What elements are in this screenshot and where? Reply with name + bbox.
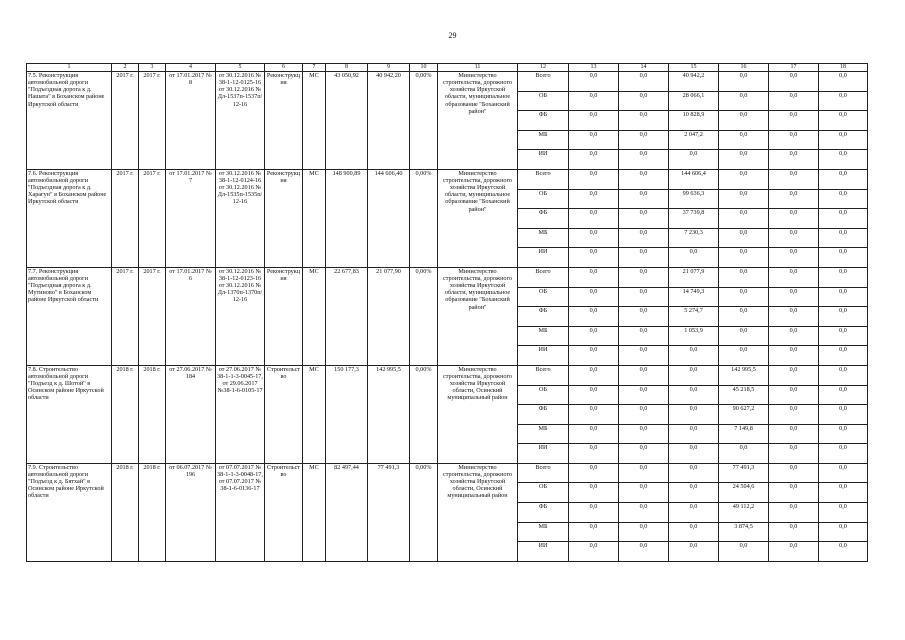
amount-cell: 0,0	[619, 542, 669, 562]
amount-cell: 0,0	[769, 91, 819, 111]
project-name: 7.5. Реконструкция автомобильной дороги "Подъездная дорога к д. Нашата" в Боханском районе Иркутской области	[27, 72, 112, 170]
funding-source: МБ	[518, 522, 569, 542]
amount-cell: 0,0	[769, 424, 819, 444]
amount-cell: 0,0	[619, 267, 669, 287]
amount-cell: 0,0	[569, 72, 619, 92]
column-number-row	[27, 64, 868, 72]
readiness-percent: 0,00%	[410, 365, 438, 463]
year-start: 2018 г.	[112, 365, 139, 463]
agreement: от 17.01.2017 № 8	[166, 72, 216, 170]
amount-cell: 0,0	[819, 542, 868, 562]
executor: Министерство строительства, дорожного хозяйства Иркутской области, муниципальное образование "Боханский район"	[438, 72, 518, 170]
amount-cell: 0,0	[619, 248, 669, 268]
limit-cost: 21 077,90	[368, 267, 410, 365]
column-number: 12	[518, 64, 569, 72]
column-number: 13	[569, 64, 619, 72]
readiness-percent: 0,00%	[410, 72, 438, 170]
funding-source: МБ	[518, 130, 569, 150]
amount-cell: 0,0	[569, 111, 619, 131]
amount-cell: 0,0	[819, 228, 868, 248]
funding-source: ФБ	[518, 111, 569, 131]
readiness-percent: 0,00%	[410, 463, 438, 561]
amount-cell: 0,0	[719, 169, 769, 189]
project-name: 7.9. Строительство автомобильной дороги "Подъезд к д. Бятхай" в Осинском районе Иркутской области	[27, 463, 112, 561]
expertise: от 27.06.2017 № 38-1-1-3-0045-17, от 29.06.2017 №38-1-6-0105-17	[216, 365, 265, 463]
amount-cell: 0,0	[769, 169, 819, 189]
column-number: 8	[326, 64, 368, 72]
amount-cell: 40 942,2	[669, 72, 719, 92]
amount-cell: 0,0	[619, 346, 669, 366]
page-number: 29	[448, 31, 457, 40]
funding-source: Всего	[518, 463, 569, 483]
amount-cell: 0,0	[819, 385, 868, 405]
amount-cell: 0,0	[569, 228, 619, 248]
amount-cell: 0,0	[719, 111, 769, 131]
amount-cell: 0,0	[619, 130, 669, 150]
amount-cell: 0,0	[819, 189, 868, 209]
funding-source: ОБ	[518, 91, 569, 111]
amount-cell: 0,0	[669, 248, 719, 268]
amount-cell: 0,0	[819, 209, 868, 229]
funding-source: ФБ	[518, 307, 569, 327]
amount-cell: 0,0	[569, 307, 619, 327]
amount-cell: 7 230,3	[669, 228, 719, 248]
amount-cell: 0,0	[719, 346, 769, 366]
expertise: от 30.12.2016 № 38-1-12-0125-16 от 30.12.2016 № Дл-1537п-1537п/12-16	[216, 72, 265, 170]
amount-cell: 0,0	[719, 189, 769, 209]
amount-cell: 0,0	[719, 150, 769, 170]
amount-cell: 0,0	[769, 111, 819, 131]
amount-cell: 0,0	[569, 542, 619, 562]
funding-source: Всего	[518, 72, 569, 92]
amount-cell: 0,0	[569, 169, 619, 189]
funding-source: Всего	[518, 169, 569, 189]
funding-source: ИИ	[518, 346, 569, 366]
amount-cell: 0,0	[769, 307, 819, 327]
limit-cost: 142 995,5	[368, 365, 410, 463]
column-number: 15	[669, 64, 719, 72]
amount-cell: 0,0	[819, 463, 868, 483]
expertise: от 30.12.2016 № 38-1-12-0124-16 от 30.12.2016 № Дл-1535п-1535п/12-16	[216, 169, 265, 267]
funding-source: ОБ	[518, 189, 569, 209]
amount-cell: 0,0	[619, 483, 669, 503]
funding-source: ИИ	[518, 248, 569, 268]
amount-cell: 0,0	[819, 111, 868, 131]
amount-cell: 0,0	[619, 326, 669, 346]
amount-cell: 0,0	[819, 346, 868, 366]
amount-cell: 0,0	[719, 91, 769, 111]
funding-source: Всего	[518, 267, 569, 287]
amount-cell: 0,0	[769, 326, 819, 346]
amount-cell: 0,0	[619, 287, 669, 307]
amount-cell: 0,0	[669, 542, 719, 562]
amount-cell: 0,0	[569, 209, 619, 229]
work-type: Реконструкция	[265, 169, 303, 267]
year-start: 2017 г.	[112, 72, 139, 170]
amount-cell: 0,0	[569, 267, 619, 287]
amount-cell: 0,0	[819, 424, 868, 444]
amount-cell: 3 874,5	[719, 522, 769, 542]
year-start: 2018 г.	[112, 463, 139, 561]
work-type: Реконструкция	[265, 267, 303, 365]
column-number: 10	[410, 64, 438, 72]
amount-cell: 0,0	[619, 72, 669, 92]
amount-cell: 0,0	[569, 189, 619, 209]
amount-cell: 0,0	[569, 287, 619, 307]
funding-source: ФБ	[518, 503, 569, 523]
customer: МС	[303, 169, 326, 267]
column-number: 7	[303, 64, 326, 72]
amount-cell: 0,0	[569, 365, 619, 385]
amount-cell: 0,0	[669, 346, 719, 366]
amount-cell: 0,0	[669, 503, 719, 523]
amount-cell: 0,0	[619, 522, 669, 542]
amount-cell: 0,0	[669, 522, 719, 542]
amount-cell: 0,0	[669, 365, 719, 385]
amount-cell: 0,0	[719, 267, 769, 287]
amount-cell: 0,0	[819, 365, 868, 385]
project-name: 7.6. Реконструкция автомобильной дороги "Подъездная дорога к д. Харагун" в Боханском районе Иркутской области	[27, 169, 112, 267]
amount-cell: 0,0	[669, 424, 719, 444]
amount-cell: 0,0	[819, 522, 868, 542]
amount-cell: 77 491,3	[719, 463, 769, 483]
year-end: 2017 г.	[139, 169, 166, 267]
table-row	[27, 365, 868, 385]
executor: Министерство строительства, дорожного хозяйства Иркутской области, Осинский муниципальный район	[438, 365, 518, 463]
amount-cell: 0,0	[719, 72, 769, 92]
table-row	[27, 267, 868, 287]
amount-cell: 0,0	[769, 503, 819, 523]
amount-cell: 0,0	[619, 169, 669, 189]
amount-cell: 0,0	[569, 130, 619, 150]
table-row	[27, 463, 868, 483]
amount-cell: 49 112,2	[719, 503, 769, 523]
amount-cell: 0,0	[619, 91, 669, 111]
table-row	[27, 72, 868, 92]
amount-cell: 0,0	[769, 130, 819, 150]
amount-cell: 37 739,8	[669, 209, 719, 229]
year-end: 2017 г.	[139, 267, 166, 365]
limit-cost: 40 942,20	[368, 72, 410, 170]
amount-cell: 0,0	[769, 189, 819, 209]
amount-cell: 0,0	[719, 444, 769, 464]
funding-source: ФБ	[518, 209, 569, 229]
amount-cell: 0,0	[769, 150, 819, 170]
amount-cell: 0,0	[819, 287, 868, 307]
project-name: 7.8. Строительство автомобильной дороги "Подъезд к д. Шотой" в Осинском районе Иркутской области	[27, 365, 112, 463]
amount-cell: 0,0	[569, 150, 619, 170]
amount-cell: 21 077,9	[669, 267, 719, 287]
column-number: 1	[27, 64, 112, 72]
amount-cell: 0,0	[769, 267, 819, 287]
amount-cell: 0,0	[819, 150, 868, 170]
amount-cell: 0,0	[619, 424, 669, 444]
executor: Министерство строительства, дорожного хозяйства Иркутской области, Осинский муниципальный район	[438, 463, 518, 561]
amount-cell: 0,0	[569, 522, 619, 542]
expertise: от 30.12.2016 № 38-1-12-0123-16 от 30.12.2016 № Дл-1370п-1370п/12-16	[216, 267, 265, 365]
amount-cell: 0,0	[769, 444, 819, 464]
amount-cell: 5 274,7	[669, 307, 719, 327]
amount-cell: 0,0	[819, 72, 868, 92]
estimated-cost: 150 177,3	[326, 365, 368, 463]
amount-cell: 99 636,3	[669, 189, 719, 209]
amount-cell: 0,0	[569, 91, 619, 111]
amount-cell: 0,0	[569, 503, 619, 523]
amount-cell: 144 606,4	[669, 169, 719, 189]
amount-cell: 0,0	[769, 72, 819, 92]
column-number: 6	[265, 64, 303, 72]
amount-cell: 0,0	[569, 483, 619, 503]
amount-cell: 0,0	[769, 365, 819, 385]
amount-cell: 0,0	[819, 248, 868, 268]
amount-cell: 0,0	[569, 248, 619, 268]
work-type: Строительство	[265, 365, 303, 463]
column-number: 2	[112, 64, 139, 72]
amount-cell: 0,0	[619, 228, 669, 248]
amount-cell: 0,0	[769, 405, 819, 425]
estimated-cost: 43 050,92	[326, 72, 368, 170]
estimated-cost: 82 497,44	[326, 463, 368, 561]
amount-cell: 0,0	[719, 326, 769, 346]
column-number: 11	[438, 64, 518, 72]
funding-source: ОБ	[518, 287, 569, 307]
amount-cell: 0,0	[619, 405, 669, 425]
amount-cell: 28 066,1	[669, 91, 719, 111]
amount-cell: 7 149,8	[719, 424, 769, 444]
amount-cell: 0,0	[769, 346, 819, 366]
agreement: от 17.01.2017 № 6	[166, 267, 216, 365]
work-type: Реконструкция	[265, 72, 303, 170]
amount-cell: 0,0	[619, 307, 669, 327]
year-end: 2018 г.	[139, 463, 166, 561]
amount-cell: 24 504,6	[719, 483, 769, 503]
limit-cost: 144 606,40	[368, 169, 410, 267]
amount-cell: 0,0	[769, 248, 819, 268]
amount-cell: 0,0	[669, 463, 719, 483]
customer: МС	[303, 463, 326, 561]
column-number: 4	[166, 64, 216, 72]
amount-cell: 0,0	[569, 444, 619, 464]
amount-cell: 0,0	[619, 365, 669, 385]
amount-cell: 0,0	[819, 326, 868, 346]
amount-cell: 0,0	[769, 228, 819, 248]
amount-cell: 0,0	[719, 248, 769, 268]
investment-table	[26, 63, 868, 562]
expertise: от 07.07.2017 № 38-1-1-3-0048-17, от 07.07.2017 № 38-1-6-0136-17	[216, 463, 265, 561]
amount-cell: 14 749,3	[669, 287, 719, 307]
amount-cell: 0,0	[619, 111, 669, 131]
amount-cell: 0,0	[569, 385, 619, 405]
amount-cell: 0,0	[769, 209, 819, 229]
executor: Министерство строительства, дорожного хозяйства Иркутской области, муниципальное образование "Боханский район"	[438, 267, 518, 365]
amount-cell: 0,0	[769, 483, 819, 503]
agreement: от 27.06.2017 № 184	[166, 365, 216, 463]
year-start: 2017 г.	[112, 169, 139, 267]
readiness-percent: 0,00%	[410, 267, 438, 365]
column-number: 5	[216, 64, 265, 72]
amount-cell: 0,0	[669, 405, 719, 425]
funding-source: ИИ	[518, 444, 569, 464]
project-name: 7.7. Реконструкция автомобильной дороги "Подъездная дорога к д. Мутиново" в Боханском районе Иркутской области	[27, 267, 112, 365]
funding-source: ОБ	[518, 385, 569, 405]
amount-cell: 0,0	[569, 405, 619, 425]
amount-cell: 0,0	[819, 444, 868, 464]
amount-cell: 1 053,9	[669, 326, 719, 346]
amount-cell: 45 218,5	[719, 385, 769, 405]
funding-source: ОБ	[518, 483, 569, 503]
amount-cell: 0,0	[819, 130, 868, 150]
amount-cell: 0,0	[669, 483, 719, 503]
amount-cell: 0,0	[669, 385, 719, 405]
amount-cell: 0,0	[669, 150, 719, 170]
amount-cell: 90 627,2	[719, 405, 769, 425]
table-row	[27, 169, 868, 189]
amount-cell: 0,0	[719, 228, 769, 248]
amount-cell: 0,0	[619, 150, 669, 170]
amount-cell: 0,0	[719, 130, 769, 150]
column-number: 17	[769, 64, 819, 72]
funding-source: МБ	[518, 228, 569, 248]
column-number: 14	[619, 64, 669, 72]
executor: Министерство строительства, дорожного хозяйства Иркутской области, муниципальное образование "Боханский район"	[438, 169, 518, 267]
amount-cell: 0,0	[719, 307, 769, 327]
amount-cell: 0,0	[669, 444, 719, 464]
amount-cell: 142 995,5	[719, 365, 769, 385]
amount-cell: 0,0	[569, 424, 619, 444]
amount-cell: 0,0	[719, 542, 769, 562]
amount-cell: 0,0	[769, 522, 819, 542]
amount-cell: 0,0	[569, 326, 619, 346]
year-start: 2017 г.	[112, 267, 139, 365]
limit-cost: 77 491,3	[368, 463, 410, 561]
year-end: 2018 г.	[139, 365, 166, 463]
amount-cell: 0,0	[769, 385, 819, 405]
agreement: от 17.01.2017 № 7	[166, 169, 216, 267]
amount-cell: 0,0	[769, 463, 819, 483]
amount-cell: 0,0	[619, 385, 669, 405]
funding-source: Всего	[518, 365, 569, 385]
amount-cell: 0,0	[719, 287, 769, 307]
column-number: 16	[719, 64, 769, 72]
estimated-cost: 22 677,83	[326, 267, 368, 365]
customer: МС	[303, 267, 326, 365]
amount-cell: 0,0	[619, 209, 669, 229]
amount-cell: 0,0	[619, 503, 669, 523]
work-type: Строительство	[265, 463, 303, 561]
funding-source: МБ	[518, 326, 569, 346]
column-number: 3	[139, 64, 166, 72]
amount-cell: 10 828,9	[669, 111, 719, 131]
customer: МС	[303, 365, 326, 463]
amount-cell: 0,0	[819, 405, 868, 425]
amount-cell: 0,0	[819, 91, 868, 111]
funding-source: ФБ	[518, 405, 569, 425]
amount-cell: 0,0	[819, 267, 868, 287]
amount-cell: 0,0	[569, 346, 619, 366]
amount-cell: 0,0	[619, 463, 669, 483]
amount-cell: 0,0	[819, 169, 868, 189]
amount-cell: 0,0	[619, 189, 669, 209]
amount-cell: 0,0	[819, 307, 868, 327]
agreement: от 06.07.2017 № 196	[166, 463, 216, 561]
amount-cell: 0,0	[619, 444, 669, 464]
amount-cell: 0,0	[719, 209, 769, 229]
estimated-cost: 148 900,89	[326, 169, 368, 267]
column-number: 18	[819, 64, 868, 72]
amount-cell: 0,0	[819, 483, 868, 503]
amount-cell: 0,0	[819, 503, 868, 523]
customer: МС	[303, 72, 326, 170]
amount-cell: 0,0	[769, 287, 819, 307]
funding-source: ИИ	[518, 542, 569, 562]
amount-cell: 0,0	[769, 542, 819, 562]
amount-cell: 2 047,2	[669, 130, 719, 150]
funding-source: ИИ	[518, 150, 569, 170]
year-end: 2017 г.	[139, 72, 166, 170]
funding-source: МБ	[518, 424, 569, 444]
column-number: 9	[368, 64, 410, 72]
readiness-percent: 0,00%	[410, 169, 438, 267]
amount-cell: 0,0	[569, 463, 619, 483]
